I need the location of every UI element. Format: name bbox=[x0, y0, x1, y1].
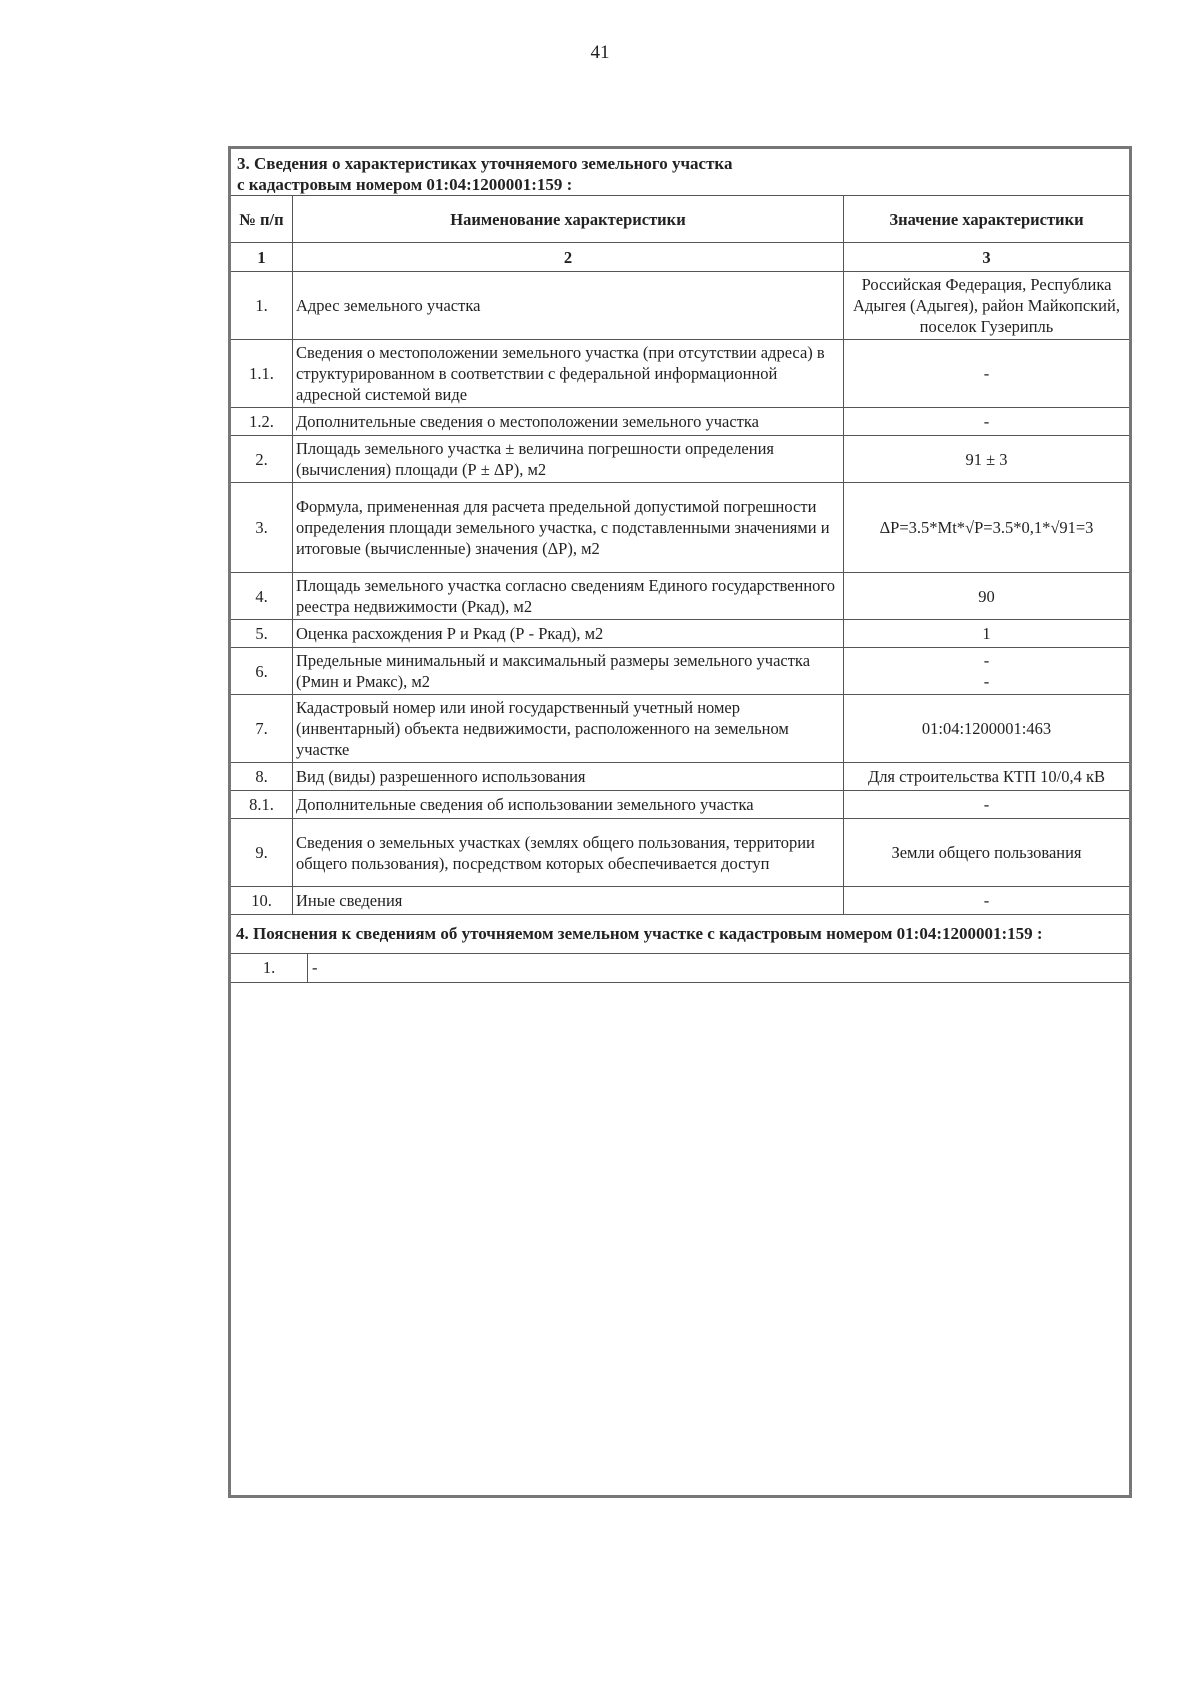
column-number-row bbox=[231, 243, 1129, 272]
row-value: Для строительства КТП 10/0,4 кВ bbox=[844, 763, 1130, 791]
row-name: Иные сведения bbox=[293, 887, 844, 915]
row-value bbox=[844, 648, 1130, 695]
row-name: Формула, примененная для расчета предельной допустимой погрешности определения площади земельного участка, с подставленными значениями и итоговые (вычисленные) значения (ΔР), м2 bbox=[293, 483, 844, 573]
row-name: Дополнительные сведения об использовании земельного участка bbox=[293, 791, 844, 819]
section3-title-line2: с кадастровым номером 01:04:1200001:159 : bbox=[237, 175, 573, 194]
row-name: Оценка расхождения Р и Ркад (Р - Ркад), м2 bbox=[293, 620, 844, 648]
row-num: 9. bbox=[231, 819, 293, 887]
row-value: Российская Федерация, Республика Адыгея (Адыгея), район Майкопский, поселок Гузерипль bbox=[844, 272, 1130, 340]
row-name: Сведения о земельных участках (землях общего пользования, территории общего пользования), посредством которых обеспечивается доступ bbox=[293, 819, 844, 887]
row-value: - bbox=[844, 791, 1130, 819]
table-row bbox=[231, 408, 1129, 436]
row-value: 01:04:1200001:463 bbox=[844, 695, 1130, 763]
row-value: Земли общего пользования bbox=[844, 819, 1130, 887]
column-number-3: 3 bbox=[844, 243, 1130, 272]
row-text: - bbox=[308, 954, 1130, 983]
table-row bbox=[231, 272, 1129, 340]
table-row bbox=[231, 340, 1129, 408]
header-num: № п/п bbox=[231, 196, 293, 243]
row-value-max: - bbox=[983, 672, 990, 691]
row-name: Кадастровый номер или иной государственный учетный номер (инвентарный) объекта недвижимости, расположенного на земельном участке bbox=[293, 695, 844, 763]
table-row bbox=[231, 620, 1129, 648]
row-num: 7. bbox=[231, 695, 293, 763]
table-row bbox=[231, 819, 1129, 887]
table-row bbox=[231, 763, 1129, 791]
row-value: - bbox=[844, 887, 1130, 915]
row-num: 1.2. bbox=[231, 408, 293, 436]
row-num: 10. bbox=[231, 887, 293, 915]
row-value: ΔР=3.5*Mt*√Р=3.5*0,1*√91=3 bbox=[844, 483, 1130, 573]
row-value-min: - bbox=[983, 651, 990, 670]
row-num: 6. bbox=[231, 648, 293, 695]
row-name: Сведения о местоположении земельного участка (при отсутствии адреса) в структурированном в соответствии с федеральной информационной адресной системой виде bbox=[293, 340, 844, 408]
row-value: 91 ± 3 bbox=[844, 436, 1130, 483]
table-row bbox=[231, 573, 1129, 620]
row-value: - bbox=[844, 340, 1130, 408]
row-value: 1 bbox=[844, 620, 1130, 648]
row-value: 90 bbox=[844, 573, 1130, 620]
row-num: 1.1. bbox=[231, 340, 293, 408]
table-row bbox=[231, 483, 1129, 573]
header-name: Наименование характеристики bbox=[293, 196, 844, 243]
row-num: 2. bbox=[231, 436, 293, 483]
row-num: 8.1. bbox=[231, 791, 293, 819]
table-row bbox=[231, 887, 1129, 915]
table-row bbox=[231, 791, 1129, 819]
table-row bbox=[231, 436, 1129, 483]
row-name: Площадь земельного участка ± величина погрешности определения (вычисления) площади (Р ± ΔР), м2 bbox=[293, 436, 844, 483]
section3-title-line1: 3. Сведения о характеристиках уточняемого земельного участка bbox=[237, 154, 733, 173]
header-value: Значение характеристики bbox=[844, 196, 1130, 243]
row-num: 1. bbox=[231, 954, 308, 983]
row-name: Дополнительные сведения о местоположении земельного участка bbox=[293, 408, 844, 436]
section4-title: 4. Пояснения к сведениям об уточняемом земельном участке с кадастровым номером 01:04:1200001:159 : bbox=[231, 915, 1129, 954]
table-row bbox=[231, 695, 1129, 763]
explanations-table bbox=[231, 954, 1129, 983]
row-num: 1. bbox=[231, 272, 293, 340]
row-name: Предельные минимальный и максимальный размеры земельного участка (Рмин и Рмакс), м2 bbox=[293, 648, 844, 695]
row-name: Адрес земельного участка bbox=[293, 272, 844, 340]
section3-title bbox=[231, 149, 1129, 196]
table-row bbox=[231, 648, 1129, 695]
row-num: 3. bbox=[231, 483, 293, 573]
characteristics-table bbox=[231, 196, 1129, 915]
column-number-1: 1 bbox=[231, 243, 293, 272]
row-name: Вид (виды) разрешенного использования bbox=[293, 763, 844, 791]
row-num: 8. bbox=[231, 763, 293, 791]
table-row bbox=[231, 954, 1129, 983]
row-name: Площадь земельного участка согласно сведениям Единого государственного реестра недвижимости (Ркад), м2 bbox=[293, 573, 844, 620]
row-value: - bbox=[844, 408, 1130, 436]
table-header-row bbox=[231, 196, 1129, 243]
column-number-2: 2 bbox=[293, 243, 844, 272]
row-num: 4. bbox=[231, 573, 293, 620]
form-frame bbox=[228, 146, 1132, 1498]
row-num: 5. bbox=[231, 620, 293, 648]
page-number: 41 bbox=[590, 42, 610, 63]
